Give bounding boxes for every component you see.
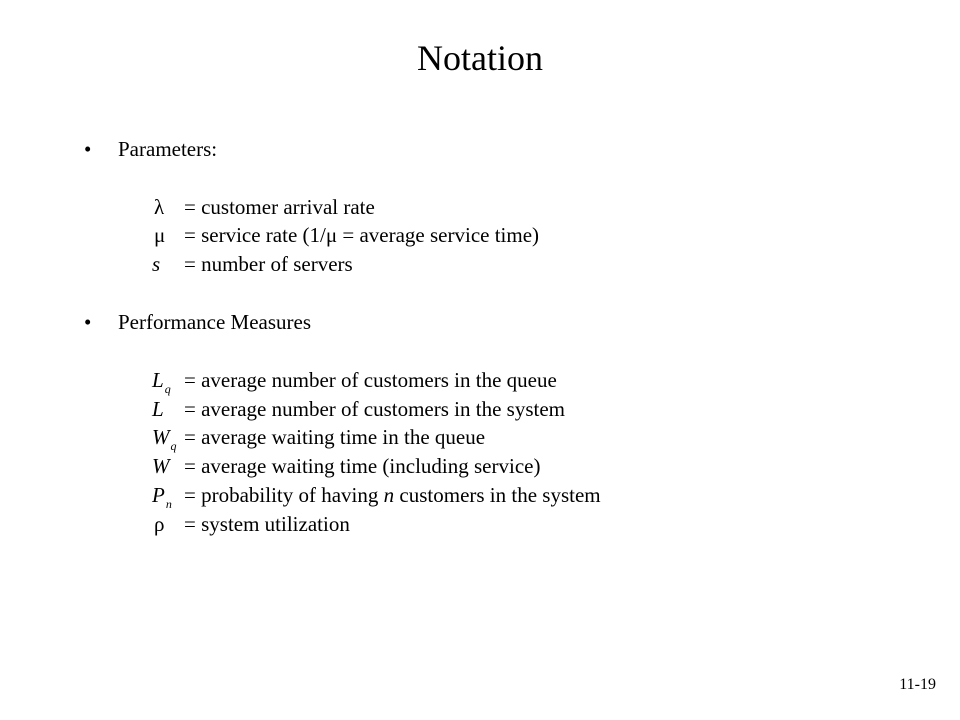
s-symbol: s	[152, 252, 161, 276]
performance-bullet-item	[84, 308, 311, 336]
pn-definition-variable: n	[383, 483, 395, 507]
measure-l	[152, 395, 565, 423]
bullet-icon: •	[84, 310, 92, 334]
parameters-bullet-item	[84, 135, 217, 163]
mu-symbol: μ	[154, 223, 166, 247]
l-definition: = average number of customers in the system	[184, 397, 565, 421]
measure-lq	[152, 366, 557, 397]
service-rate-definition-rest: = average service time)	[337, 223, 540, 247]
w-symbol: W	[152, 454, 170, 478]
w-definition: = average waiting time (including service)	[184, 454, 541, 478]
wq-subscript: q	[170, 439, 177, 453]
service-rate-definition: = service rate (1/	[184, 223, 326, 247]
slide-number: 11-19	[899, 676, 936, 693]
pn-definition-after: customers in the system	[394, 483, 601, 507]
lambda-symbol: λ	[154, 195, 165, 219]
measure-wq	[152, 423, 485, 454]
arrival-rate-definition: = customer arrival rate	[184, 195, 375, 219]
wq-definition: = average waiting time in the queue	[184, 425, 486, 449]
param-service-rate	[152, 221, 539, 249]
performance-heading: Performance Measures	[118, 310, 311, 334]
measure-pn	[152, 481, 601, 512]
mu-inline-symbol: μ	[325, 223, 338, 247]
lq-symbol: L	[152, 368, 164, 392]
lq-definition: = average number of customers in the queue	[184, 368, 557, 392]
measure-rho	[152, 510, 350, 538]
wq-symbol: W	[152, 425, 170, 449]
rho-symbol: ρ	[154, 512, 165, 536]
l-symbol: L	[152, 397, 164, 421]
lq-subscript: q	[164, 382, 171, 396]
param-servers	[152, 250, 353, 278]
pn-definition-before: = probability of having	[184, 483, 384, 507]
bullet-icon: •	[84, 137, 92, 161]
slide-title: Notation	[417, 38, 543, 78]
parameters-heading: Parameters:	[118, 137, 218, 161]
pn-symbol: P	[152, 483, 165, 507]
measure-w	[152, 452, 540, 480]
pn-subscript: n	[165, 497, 172, 511]
param-arrival-rate	[152, 193, 375, 221]
rho-definition: = system utilization	[184, 512, 350, 536]
servers-definition: = number of servers	[184, 252, 353, 276]
